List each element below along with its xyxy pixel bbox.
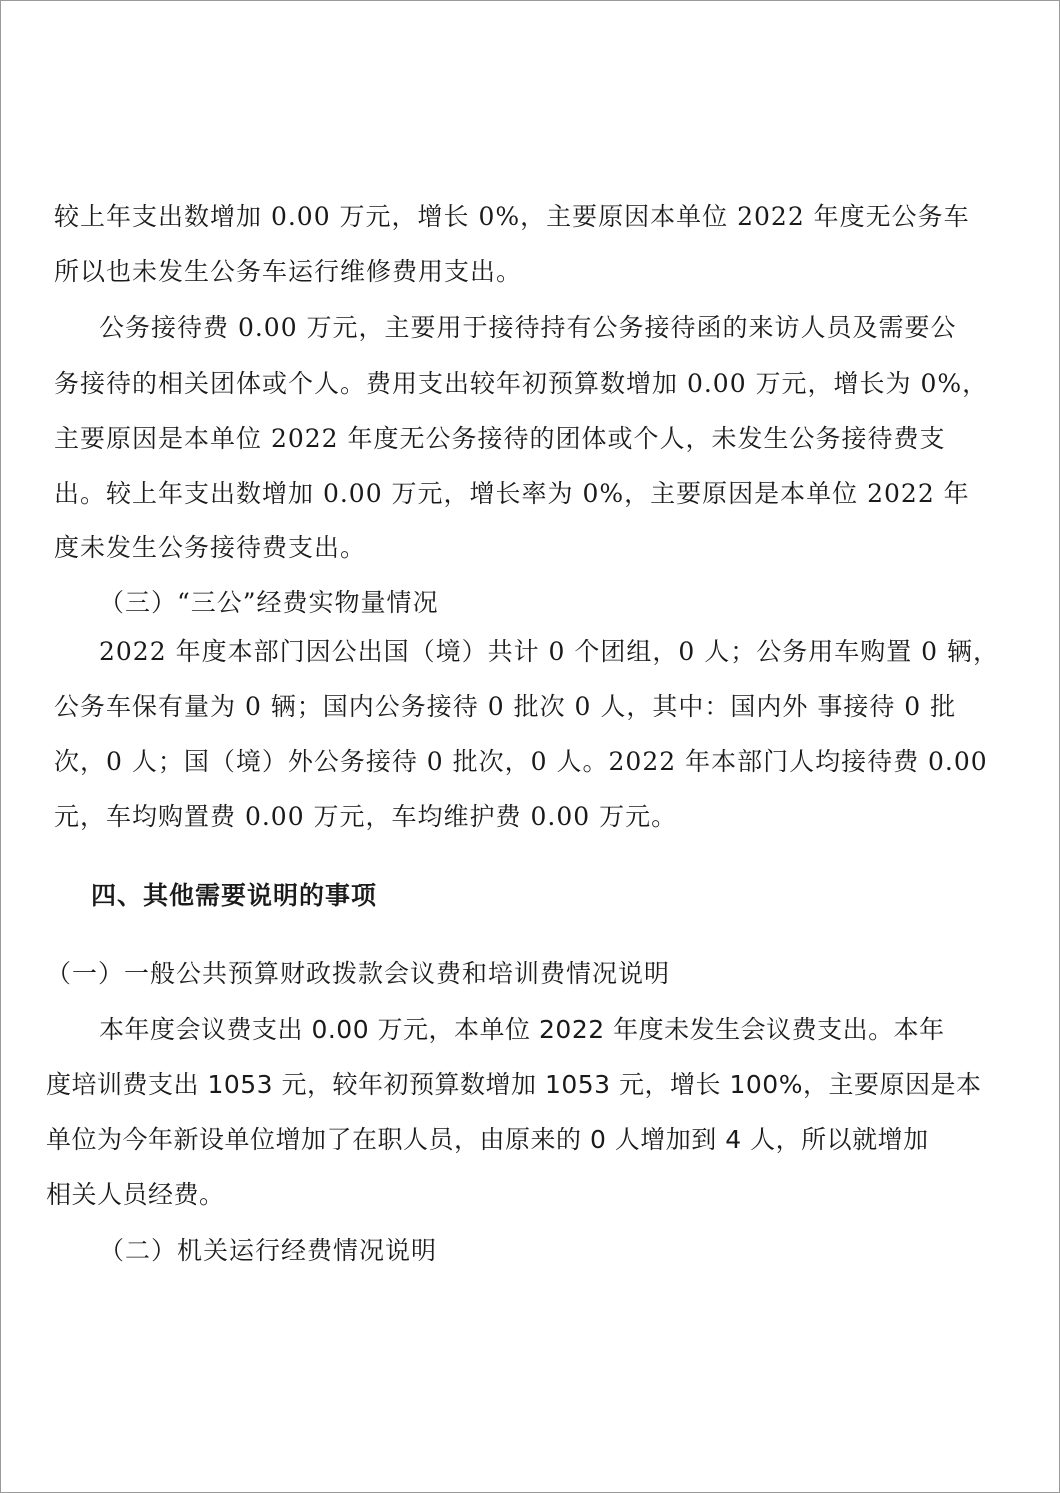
paragraph-line: 本年度会议费支出 0.00 万元，本单位 2022 年度未发生会议费支出。本年 bbox=[99, 1015, 945, 1044]
section-subheading: （二）机关运行经费情况说明 bbox=[99, 1236, 438, 1265]
section-subheading: （一）一般公共预算财政拨款会议费和培训费情况说明 bbox=[46, 959, 671, 988]
paragraph-line: 出。较上年支出数增加 0.00 万元，增长率为 0%，主要原因是本单位 2022 年 bbox=[54, 479, 970, 508]
paragraph-line: 度培训费支出 1053 元，较年初预算数增加 1053 元，增长 100%，主要原因是本 bbox=[46, 1070, 982, 1099]
paragraph-line: 主要原因是本单位 2022 年度无公务接待的团体或个人，未发生公务接待费支 bbox=[54, 424, 946, 453]
paragraph-line: 公务车保有量为 0 辆；国内公务接待 0 批次 0 人，其中：国内外 事接待 0 批 bbox=[54, 692, 957, 721]
paragraph-line: 次，0 人；国（境）外公务接待 0 批次，0 人。2022 年本部门人均接待费 0.00 bbox=[54, 747, 988, 776]
paragraph-line: 较上年支出数增加 0.00 万元，增长 0%，主要原因本单位 2022 年度无公务车 bbox=[54, 202, 970, 231]
paragraph-line: 元，车均购置费 0.00 万元，车均维护费 0.00 万元。 bbox=[54, 802, 678, 831]
paragraph-line: 所以也未发生公务车运行维修费用支出。 bbox=[54, 257, 523, 286]
paragraph-line: 公务接待费 0.00 万元，主要用于接待持有公务接待函的来访人员及需要公 bbox=[99, 313, 957, 342]
paragraph-line: 度未发生公务接待费支出。 bbox=[54, 533, 367, 562]
paragraph-line: 单位为今年新设单位增加了在职人员，由原来的 0 人增加到 4 人，所以就增加 bbox=[46, 1125, 929, 1154]
paragraph-line: 2022 年度本部门因公出国（境）共计 0 个团组，0 人；公务用车购置 0 辆， bbox=[99, 637, 1000, 666]
section-heading: 四、其他需要说明的事项 bbox=[91, 881, 378, 910]
paragraph-line: 相关人员经费。 bbox=[46, 1180, 225, 1209]
paragraph-line: 务接待的相关团体或个人。费用支出较年初预算数增加 0.00 万元，增长为 0%， bbox=[54, 369, 989, 398]
section-subheading: （三）“三公”经费实物量情况 bbox=[99, 588, 439, 617]
